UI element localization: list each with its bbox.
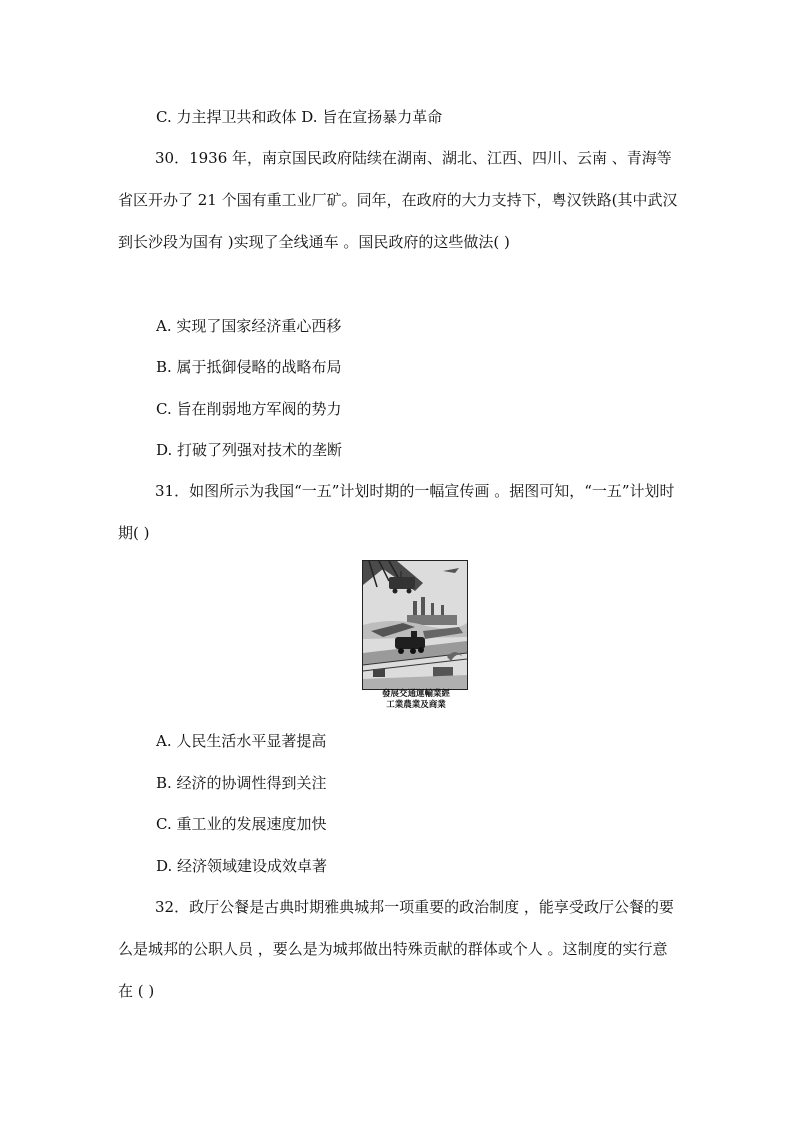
question-31-stem: 31．如图所示为我国“一五”计划时期的一幅宣传画 。据图可知，“一五”计划时期( ) [118,482,675,542]
poster-caption [362,689,470,711]
poster-caption-line-2: 工業農業及商業 [386,700,446,710]
question-30-option-a: A. 实现了国家经济重心西移 [156,317,342,335]
propaganda-poster-image [362,560,468,690]
question-32-stem: 32．政厅公餐是古典时期雅典城邦一项重要的政治制度 ，能享受政厅公餐的要么是城邦的公职人员 ，要么是为城邦做出特殊贡献的群体或个人 。这制度的实行意在 ( ) [118,898,674,1000]
question-30-option-d: D. 打破了列强对技术的垄断 [156,441,343,459]
question-30-option-c: C. 旨在削弱地方军阀的势力 [156,400,342,418]
question-30-option-b: B. 属于抵御侵略的战略布局 [156,358,342,376]
question-30-stem: 30．1936 年，南京国民政府陆续在湖南、湖北、江西、四川、云南 、青海等省区开办了 21 个国有重工业厂矿。同年，在政府的大力支持下，粤汉铁路(其中武汉到长沙段为国有 )实现了全线通车 。国民政府的这些做法( ) [118,149,678,251]
poster-caption-line-1: 發展交通運輸業經 [381,689,450,699]
question-31-option-d: D. 经济领域建设成效卓著 [156,857,328,875]
question-31-option-c: C. 重工业的发展速度加快 [156,815,327,833]
question-31-option-b: B. 经济的协调性得到关注 [156,774,327,792]
line-q29-option-cd: C. 力主捍卫共和政体 D. 旨在宣扬暴力革命 [156,108,443,126]
question-31-option-a: A. 人民生活水平显著提高 [156,732,327,750]
